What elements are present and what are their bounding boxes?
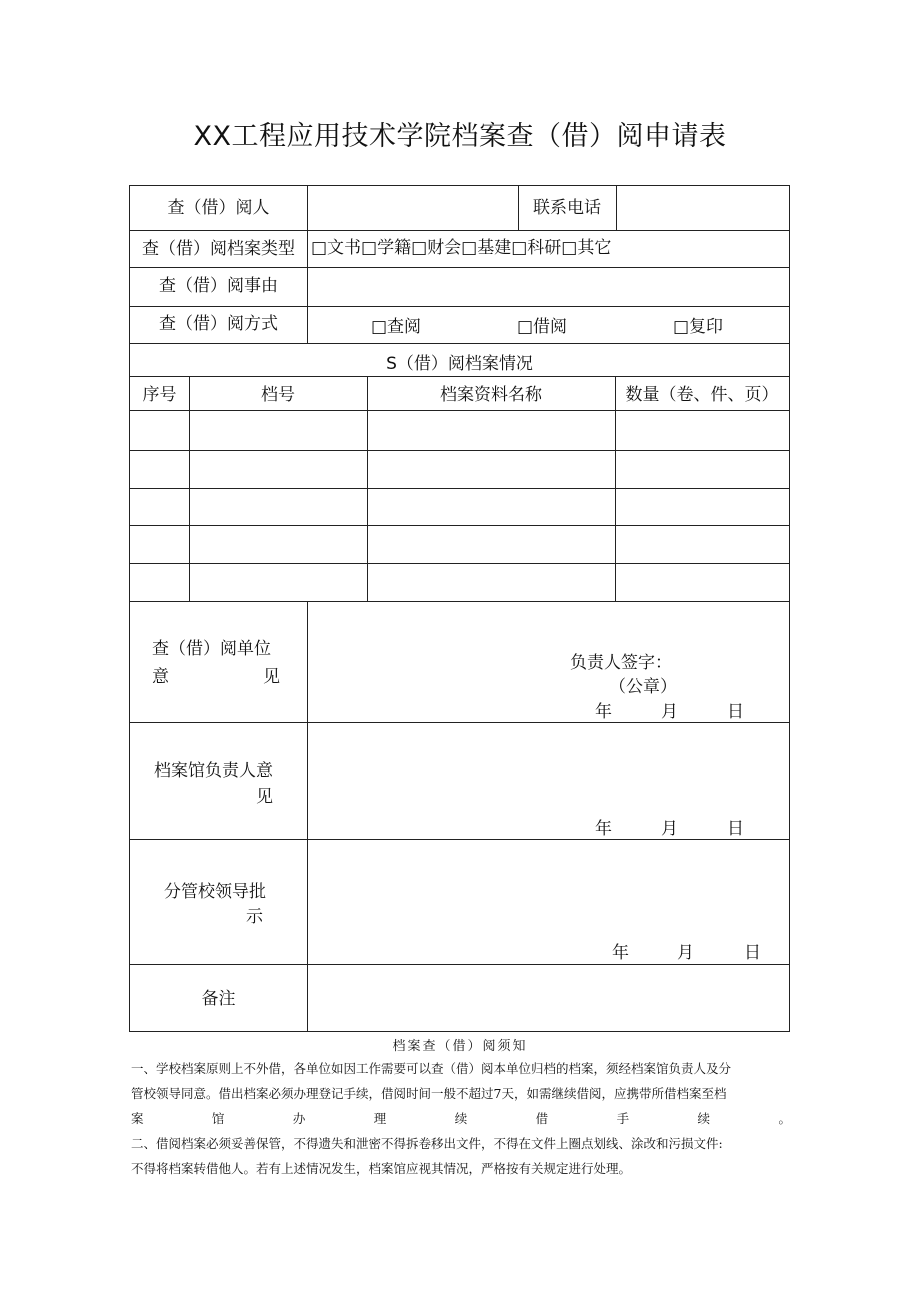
unit-opinion-label: 查（借）阅单位 (152, 639, 271, 659)
column-header-index: 序号 (142, 385, 177, 405)
notice-line: 一、学校档案原则上不外借，各单位如因工作需要可以查（借）阅本单位归档的档案，须经档案馆负责人及分 (131, 1061, 732, 1076)
notice-line: 二、借阅档案必须妥善保管，不得遗失和泄密不得拆卷移出文件，不得在文件上圈点划线、涂改和污损文件: (131, 1136, 723, 1151)
column-divider (367, 376, 368, 601)
row-divider (130, 450, 789, 451)
section-title: S（借）阅档案情况 (386, 354, 533, 374)
remarks-field[interactable] (308, 965, 788, 1031)
application-form-table (129, 185, 790, 1032)
leader-approval-label-shi: 示 (246, 907, 263, 927)
column-divider (615, 376, 616, 601)
date-year: 年 (595, 819, 612, 839)
date-day: 日 (727, 819, 744, 839)
unit-opinion-label-yi: 意 (152, 667, 169, 687)
row-divider (130, 230, 789, 231)
column-header-quantity: 数量（卷、件、页） (625, 385, 779, 405)
reason-label: 查（借）阅事由 (159, 276, 278, 296)
phone-field[interactable] (617, 187, 788, 229)
notice-title: 档案查（借）阅须知 (392, 1039, 528, 1054)
phone-label: 联系电话 (533, 198, 601, 218)
method-label: 查（借）阅方式 (159, 314, 278, 334)
date-month: 月 (677, 943, 694, 963)
method-option-view[interactable]: □查阅 (371, 317, 422, 337)
signature-label: 负责人签字： (570, 653, 672, 673)
page-title: XX工程应用技术学院档案查（借）阅申请表 (193, 121, 727, 152)
row-divider (130, 563, 789, 564)
column-divider (189, 376, 190, 601)
seal-label: （公章） (609, 677, 677, 697)
leader-approval-label: 分管校领导批 (164, 882, 266, 902)
row-divider (130, 410, 789, 411)
date-day: 日 (744, 943, 761, 963)
reason-field[interactable] (308, 268, 788, 305)
row-divider (130, 488, 789, 489)
notice-line: 管校领导同意。借出档案必须办理登记手续，借阅时间一般不超过7天，如需继续借阅，应携带所借档案至档 (131, 1086, 727, 1101)
archive-head-label: 档案馆负责人意 (154, 761, 273, 781)
date-month: 月 (661, 819, 678, 839)
notice-line: 案馆办理续借手续。 (131, 1111, 791, 1126)
row-divider (130, 722, 789, 723)
unit-opinion-label-jian: 见 (263, 667, 280, 687)
remarks-label: 备注 (201, 989, 236, 1009)
row-divider (130, 601, 789, 602)
date-year: 年 (612, 943, 629, 963)
date-day: 日 (727, 702, 744, 722)
date-month: 月 (661, 702, 678, 722)
method-option-borrow[interactable]: □借阅 (517, 317, 568, 337)
date-year: 年 (595, 702, 612, 722)
method-option-copy[interactable]: □复印 (673, 317, 724, 337)
archive-type-options[interactable]: □文书□学籍□财会□基建□科研□其它 (311, 238, 612, 258)
archive-type-label: 查（借）阅档案类型 (142, 239, 295, 259)
column-header-name: 档案资料名称 (440, 385, 542, 405)
column-header-archive-no: 档号 (261, 385, 295, 405)
row-divider (130, 376, 789, 377)
row-divider (130, 525, 789, 526)
borrower-field[interactable] (308, 187, 517, 229)
row-divider (130, 306, 789, 307)
row-divider (130, 839, 789, 840)
archive-head-label-jian: 见 (256, 787, 273, 807)
row-divider (130, 343, 789, 344)
borrower-label: 查（借）阅人 (167, 198, 270, 218)
notice-line: 不得将档案转借他人。若有上述情况发生，档案馆应视其情况，严格按有关规定进行处理。 (131, 1161, 632, 1176)
